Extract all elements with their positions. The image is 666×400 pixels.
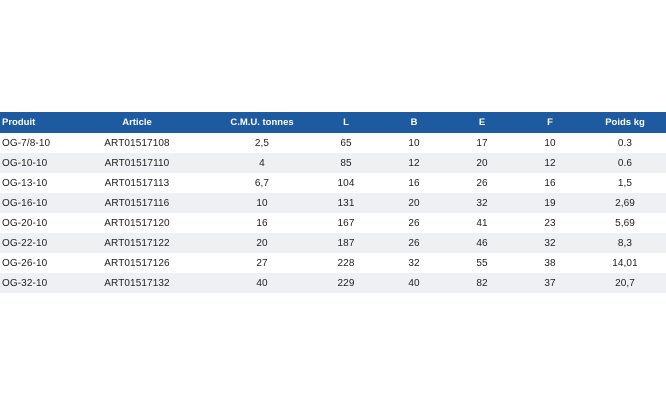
- header-f: F: [547, 117, 553, 128]
- table-row: [0, 253, 666, 273]
- cell-f: 23: [544, 217, 556, 229]
- cell-produit: OG-7/8-10: [2, 137, 51, 149]
- cell-e: 20: [476, 157, 488, 169]
- cell-b: 16: [408, 177, 420, 189]
- table-row: [0, 173, 666, 193]
- cell-e: 17: [476, 137, 488, 149]
- table-row: [0, 213, 666, 233]
- cell-f: 32: [544, 237, 556, 249]
- cell-cmu-tonnes: 40: [256, 277, 268, 289]
- header-l: L: [343, 117, 349, 128]
- cell-e: 26: [476, 177, 488, 189]
- cell-b: 26: [408, 217, 420, 229]
- cell-article: ART01517110: [104, 157, 170, 169]
- cell-article: ART01517116: [104, 197, 170, 209]
- cell-article: ART01517108: [104, 137, 170, 149]
- header-cmu-tonnes: C.M.U. tonnes: [230, 117, 294, 128]
- cell-poids-kg: 20,7: [615, 277, 635, 289]
- cell-article: ART01517120: [104, 217, 170, 229]
- cell-b: 40: [408, 277, 420, 289]
- cell-l: 229: [337, 277, 355, 289]
- cell-l: 65: [340, 137, 352, 149]
- cell-cmu-tonnes: 20: [256, 237, 268, 249]
- cell-cmu-tonnes: 2,5: [254, 137, 270, 149]
- cell-article: ART01517132: [104, 277, 170, 289]
- header-row: [0, 112, 666, 133]
- cell-poids-kg: 0.6: [617, 157, 633, 169]
- cell-cmu-tonnes: 6,7: [254, 177, 270, 189]
- table-row: [0, 153, 666, 173]
- cell-b: 12: [408, 157, 420, 169]
- cell-f: 12: [544, 157, 556, 169]
- cell-e: 41: [476, 217, 488, 229]
- cell-poids-kg: 0.3: [617, 137, 633, 149]
- table-row: [0, 233, 666, 253]
- cell-poids-kg: 1,5: [617, 177, 633, 189]
- cell-produit: OG-32-10: [2, 277, 48, 289]
- cell-poids-kg: 2,69: [615, 197, 635, 209]
- cell-b: 26: [408, 237, 420, 249]
- cell-produit: OG-20-10: [2, 217, 48, 229]
- cell-poids-kg: 14,01: [612, 257, 638, 269]
- cell-f: 16: [544, 177, 556, 189]
- cell-produit: OG-13-10: [2, 177, 48, 189]
- table-row: [0, 273, 666, 293]
- header-b: B: [410, 117, 418, 128]
- cell-article: ART01517122: [104, 237, 170, 249]
- cell-poids-kg: 5,69: [615, 217, 635, 229]
- cell-b: 32: [408, 257, 420, 269]
- header-poids-kg: Poids kg: [605, 117, 645, 128]
- cell-l: 167: [337, 217, 355, 229]
- cell-article: ART01517113: [104, 177, 170, 189]
- cell-e: 46: [476, 237, 488, 249]
- cell-l: 104: [337, 177, 355, 189]
- cell-b: 20: [408, 197, 420, 209]
- table-header: [0, 112, 666, 133]
- cell-article: ART01517126: [104, 257, 170, 269]
- cell-e: 32: [476, 197, 488, 209]
- cell-cmu-tonnes: 4: [259, 157, 265, 169]
- cell-poids-kg: 8,3: [617, 237, 633, 249]
- cell-l: 85: [340, 157, 352, 169]
- cell-f: 38: [544, 257, 556, 269]
- cell-b: 10: [408, 137, 420, 149]
- cell-produit: OG-26-10: [2, 257, 48, 269]
- cell-l: 131: [337, 197, 355, 209]
- table-body: [0, 133, 666, 293]
- cell-l: 187: [337, 237, 355, 249]
- header-produit: Produit: [2, 117, 36, 128]
- header-article: Article: [122, 117, 152, 128]
- cell-produit: OG-16-10: [2, 197, 48, 209]
- cell-f: 19: [544, 197, 556, 209]
- table-row: [0, 133, 666, 153]
- cell-produit: OG-10-10: [2, 157, 48, 169]
- cell-f: 10: [544, 137, 556, 149]
- cell-cmu-tonnes: 10: [256, 197, 268, 209]
- cell-e: 55: [476, 257, 488, 269]
- cell-l: 228: [337, 257, 355, 269]
- cell-produit: OG-22-10: [2, 237, 48, 249]
- header-e: E: [478, 117, 486, 128]
- cell-f: 37: [544, 277, 556, 289]
- product-spec-table: [0, 112, 666, 293]
- cell-cmu-tonnes: 27: [256, 257, 268, 269]
- cell-cmu-tonnes: 16: [256, 217, 268, 229]
- table-row: [0, 193, 666, 213]
- cell-e: 82: [476, 277, 488, 289]
